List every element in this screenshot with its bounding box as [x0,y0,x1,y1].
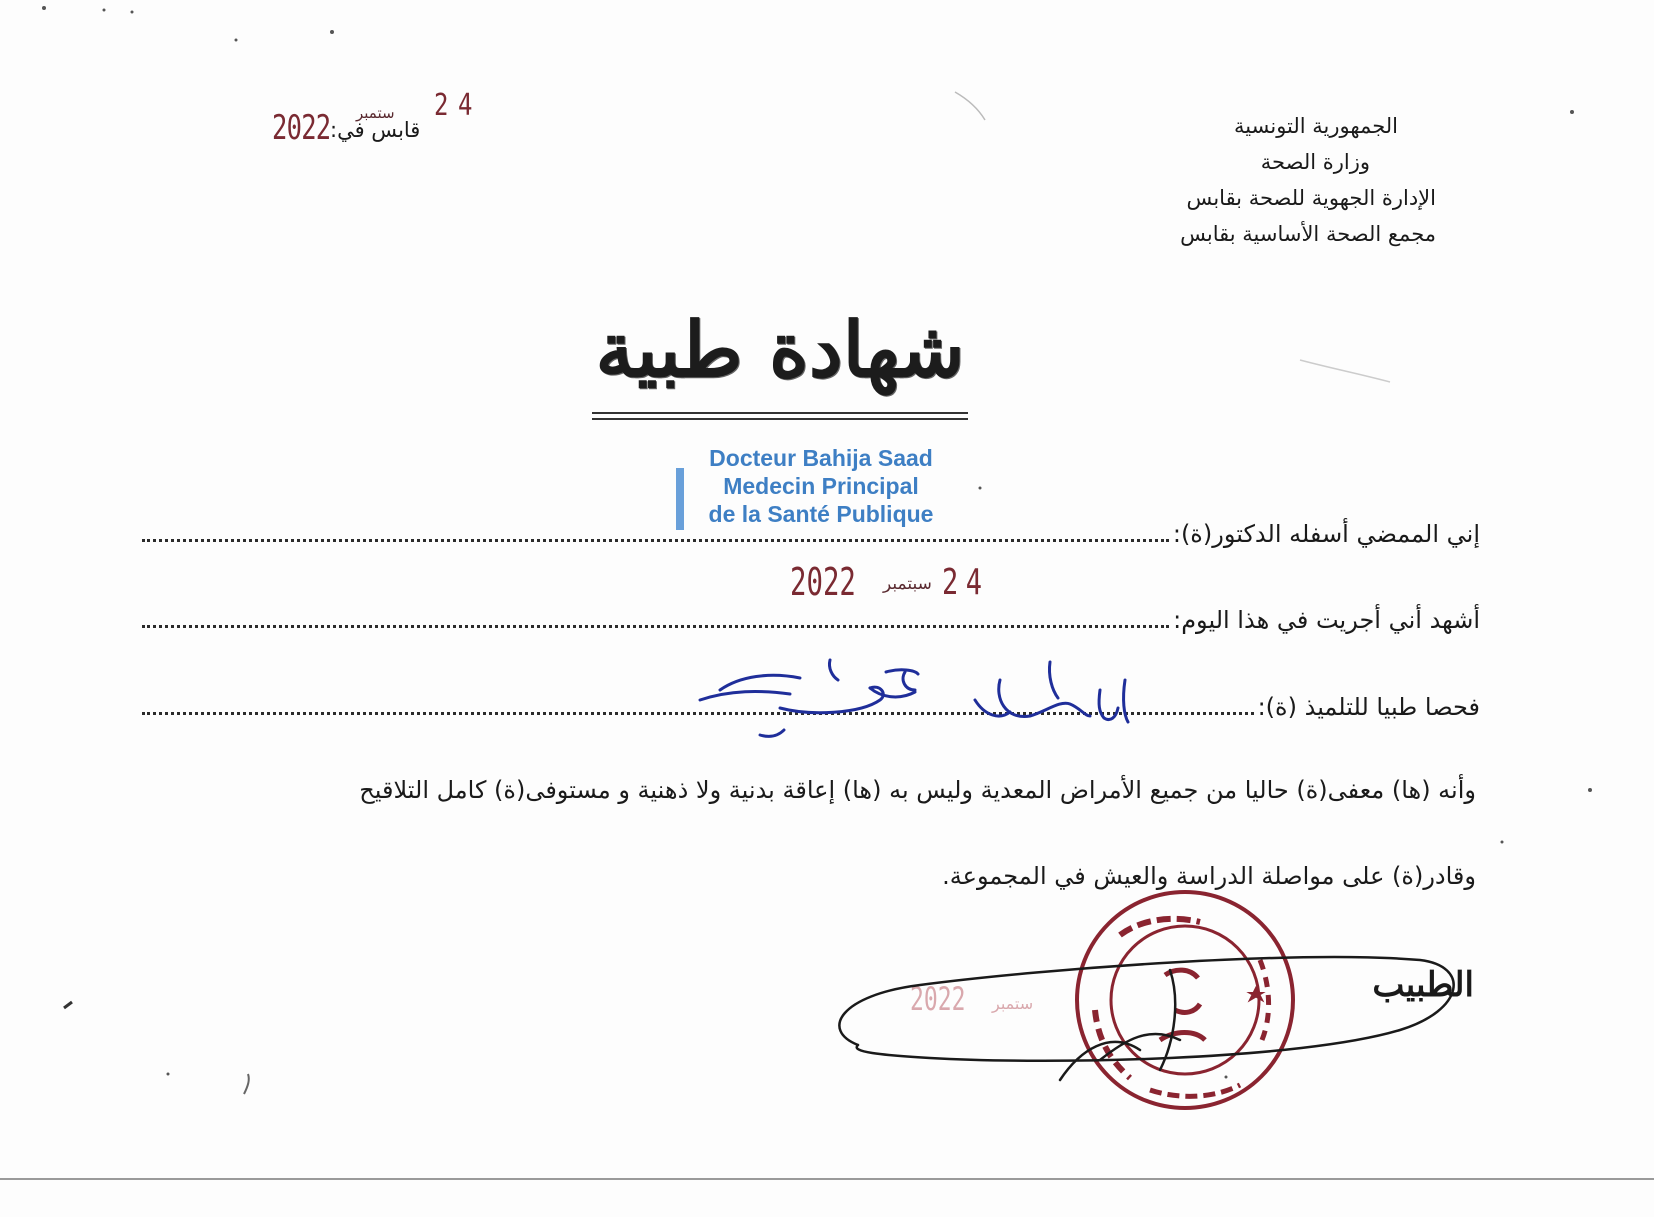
doctor-signature-label: الطبيب [1372,965,1474,1005]
signature-date-year: 2022 [910,980,966,1018]
header-regional-directorate: الإدارة الجهوية للصحة بقابس [1186,186,1436,210]
top-date-day: 24 [434,88,483,123]
header-republic: الجمهورية التونسية [1234,114,1398,138]
exam-date-day: 24 [942,562,990,603]
certificate-statement-line2: وقادر(ة) على مواصلة الدراسة والعيش في المجموعة. [942,862,1476,890]
exam-day-label: أشهد أني أجريت في هذا اليوم: [1173,606,1480,634]
header-ministry: وزارة الصحة [1260,150,1370,174]
doctor-stamp-role: Medecin Principal [723,473,919,499]
official-round-stamp [1077,892,1293,1108]
header-health-complex: مجمع الصحة الأساسية بقابس [1180,222,1436,246]
ink-mark [64,1002,72,1008]
paper-crease [955,92,985,120]
exam-date-month: سبتمبر [883,574,932,594]
certificate-statement-line1: وأنه (ها) معفى(ة) حاليا من جميع الأمراض المعدية وليس به (ها) إعاقة بدنية ولا ذهنية و مستوفى(ة) كامل التلاقيح [359,776,1476,804]
paper-specks [42,6,1592,1079]
top-date-month: ستمبر [356,104,395,122]
page-title: شهادة طبية [595,305,965,394]
scan-edge [0,1178,1654,1180]
paper-crease [1300,360,1390,382]
doctor-stamp-service: de la Santé Publique [708,501,934,527]
doctor-stamp-name: Docteur Bahija Saad [709,445,933,471]
top-date-year: 2022 [272,108,331,148]
student-name-label: فحصا طبيا للتلميذ (ة): [1257,693,1480,721]
signature-date-month: ستمبر [992,994,1034,1013]
place-label: قابس في: [330,118,421,142]
exam-date-year: 2022 [790,560,856,604]
handwritten-student-name [700,660,1128,736]
ink-mark [244,1074,249,1094]
doctor-name-label: إني الممضي أسفله الدكتور(ة): [1172,520,1480,548]
